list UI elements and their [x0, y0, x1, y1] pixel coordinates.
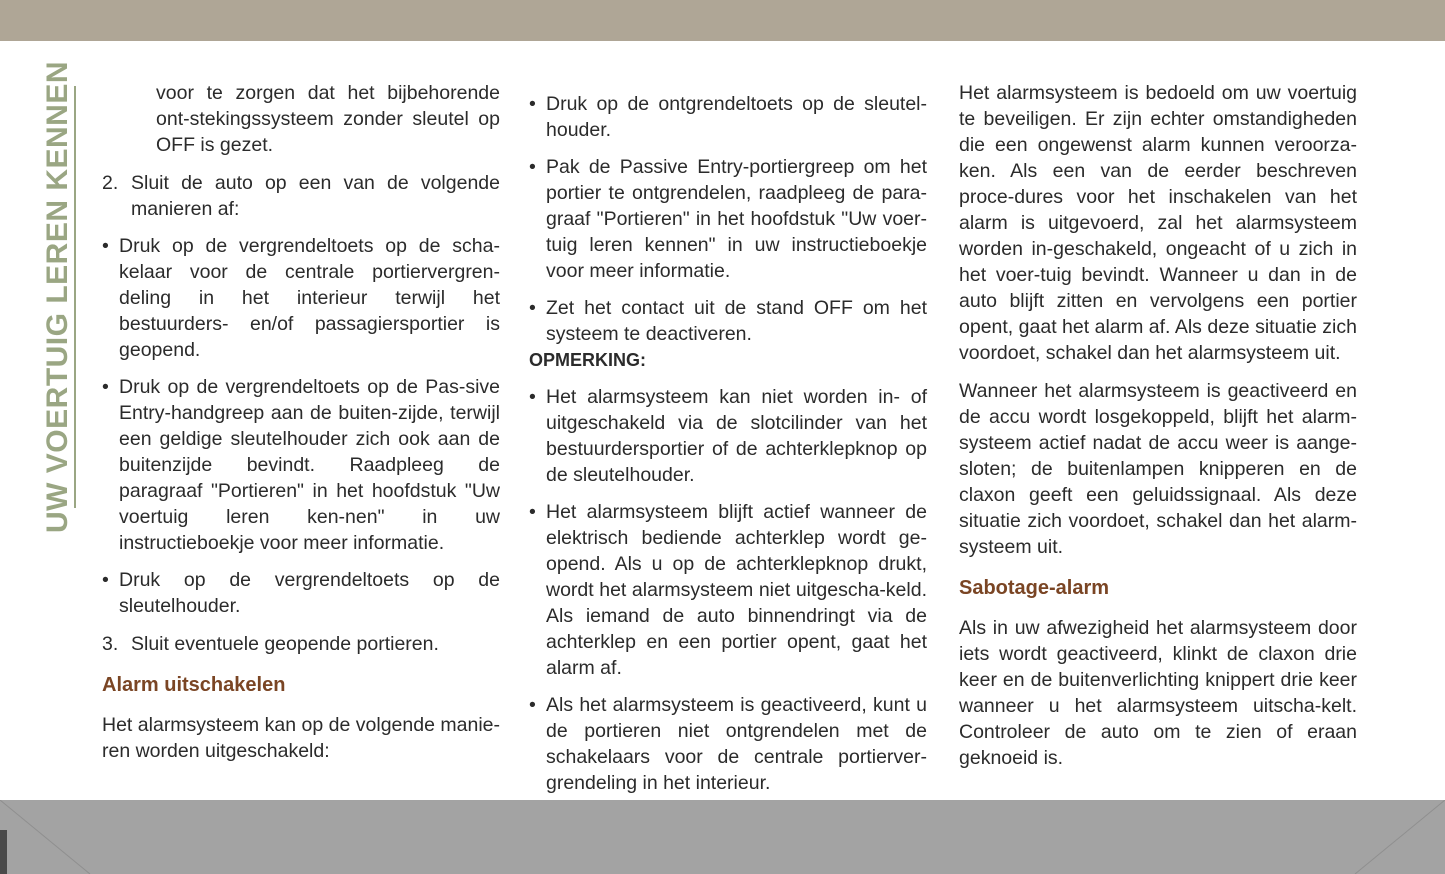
bullet-text: Zet het contact uit de stand OFF om het systeem te deactiveren.: [546, 297, 927, 345]
bullet-item: [529, 384, 927, 488]
bullet-icon: •: [529, 156, 536, 178]
bottom-band: [0, 800, 1445, 874]
bullet-item: [529, 295, 927, 347]
paragraph: Wanneer het alarmsysteem is geactiveerd en de accu wordt losgekoppeld, blijft het alarm-systeem actief nadat de accu weer is aange-sloten; de buitenlampen knipperen en de claxon geeft een geluidssignaal. Als deze situatie zich voordoet, schakel dan het alarm-systeem uit.: [959, 380, 1357, 558]
bullet-text: Pak de Passive Entry-portiergreep om het portier te ontgrendelen, raadpleeg de para-graaf "Portieren" in het hoofdstuk "Uw voer-tuig leren kennen" in uw instructieboekje voor meer informatie.: [546, 156, 927, 282]
item-number: 3.: [102, 633, 119, 655]
section-heading-alarm-uitschakelen: Alarm uitschakelen: [102, 674, 286, 696]
bullet-item: [529, 499, 927, 681]
bullet-icon: •: [529, 501, 536, 523]
paragraph: Het alarmsysteem is bedoeld om uw voertuig te beveiligen. Er zijn echter omstandigheden die een ongewenst alarm kunnen veroorza-ken. Als een van de eerder beschreven proce-dures voor het inschakelen van het alarm is uitgevoerd, zal het alarmsysteem worden in-geschakeld, ongeacht of u zich in het voer-tuig bevindt. Wanneer u dan in de auto blijft zitten en vervolgens een portier opent, gaat het alarm af. Als deze situatie zich voordoet, schakel dan het alarmsysteem uit.: [959, 82, 1357, 364]
section-heading-sabotage-alarm: Sabotage-alarm: [959, 577, 1110, 599]
bullet-icon: •: [529, 694, 536, 716]
bullet-item: [529, 91, 927, 143]
item-number: 2.: [102, 172, 119, 194]
bullet-icon: •: [102, 376, 109, 398]
bullet-text: Het alarmsysteem blijft actief wanneer de elektrisch bediende achterklep wordt ge-opend. Als u op de achterklepknop drukt, wordt het alarmsysteem niet uitgescha-keld. Als iemand de auto binnendringt via de achterklep en een portier opent, gaat het alarm af.: [546, 501, 927, 679]
top-band: [0, 0, 1445, 41]
note-label: OPMERKING:: [529, 350, 646, 370]
column-1: [102, 80, 500, 764]
column-3: [959, 80, 1357, 771]
continued-paragraph: voor te zorgen dat het bijbehorende ont-stekingssysteem zonder sleutel op OFF is gezet.: [156, 82, 500, 156]
bullet-text: Druk op de ontgrendeltoets op de sleutel-houder.: [546, 93, 927, 141]
bullet-text: Druk op de vergrendeltoets op de scha-kelaar voor de centrale portiervergren-deling in het interieur terwijl het bestuurders- en/of passagiersportier is geopend.: [119, 235, 500, 361]
item-text: Sluit eventuele geopende portieren.: [131, 633, 439, 655]
bullet-icon: •: [529, 93, 536, 115]
section-side-tab: [40, 60, 76, 534]
bullet-icon: •: [529, 386, 536, 408]
column-2: [529, 80, 927, 796]
bullet-text: Als het alarmsysteem is geactiveerd, kunt u de portieren niet ontgrendelen met de schakelaars voor de centrale portierver-grendeling in het interieur.: [546, 694, 927, 794]
numbered-item-3: [102, 631, 500, 657]
bullet-icon: •: [102, 235, 109, 257]
paragraph: Als in uw afwezigheid het alarmsysteem door iets wordt geactiveerd, klinkt de claxon drie keer en de buitenverlichting knippert drie keer wanneer u het alarmsysteem uitscha-kelt. Controleer de auto om te zien of eraan geknoeid is.: [959, 617, 1357, 769]
bullet-text: Het alarmsysteem kan niet worden in- of uitgeschakeld via de slotcilinder van het bestuurdersportier of de achterklepknop op de sleutelhouder.: [546, 386, 927, 486]
bullet-text: Druk op de vergrendeltoets op de Pas-sive Entry-handgreep aan de buiten-zijde, terwijl een geldige sleutelhouder zich ook aan de buitenzijde bevindt. Raadpleeg de paragraaf "Portieren" in het hoofdstuk "Uw voertuig leren ken-nen" in uw instructieboekje voor meer informatie.: [119, 376, 500, 554]
bullet-item: [529, 692, 927, 796]
bullet-text: Druk op de vergrendeltoets op de sleutelhouder.: [119, 569, 500, 617]
bullet-icon: •: [529, 297, 536, 319]
bullet-icon: •: [102, 569, 109, 591]
numbered-item-2: [102, 170, 500, 222]
section-side-tab-label: UW VOERTUIG LEREN KENNEN: [41, 60, 74, 534]
bullet-item: [102, 374, 500, 556]
paragraph: Het alarmsysteem kan op de volgende manie-ren worden uitgeschakeld:: [102, 714, 500, 762]
item-text: Sluit de auto op een van de volgende manieren af:: [131, 172, 500, 220]
bullet-item: [529, 154, 927, 284]
bottom-band-decoration: [0, 800, 1445, 874]
bullet-item: [102, 233, 500, 363]
bullet-item: [102, 567, 500, 619]
